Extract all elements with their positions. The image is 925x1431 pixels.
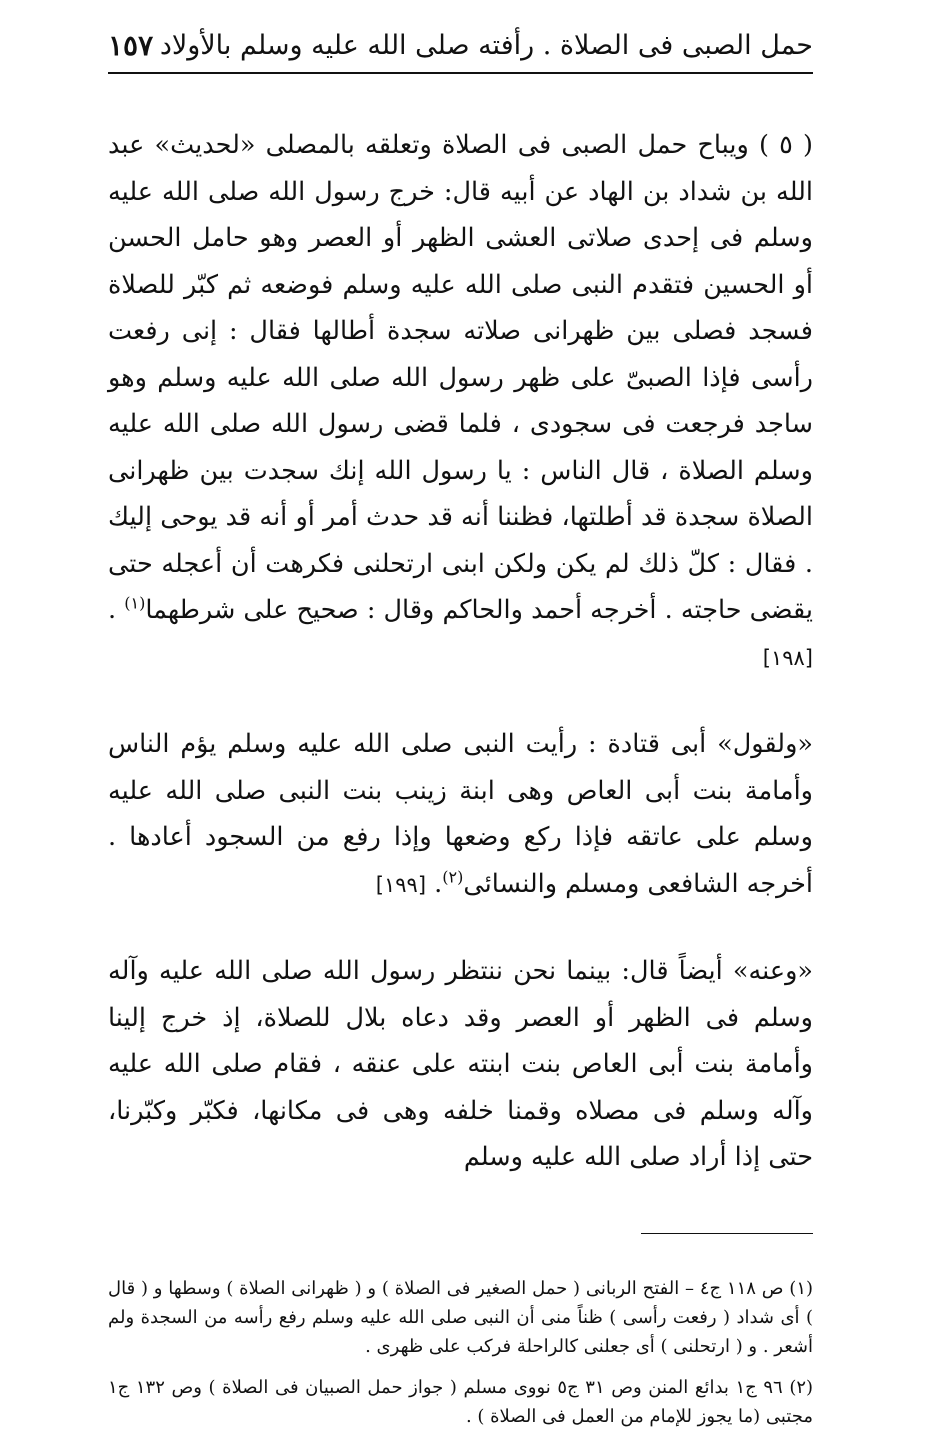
hadith-number: [١٩٩] [375,872,427,897]
footnotes [108,1274,813,1431]
paragraph-1 [108,122,813,681]
footnote-marker: (١) [124,593,146,613]
paragraph-text: ( ٥ ) ويباح حمل الصبى فى الصلاة وتعلقه بالمصلى «لحديث» عبد الله بن شداد بن الهاد عن أبيه قال: خرج رسول الله صلى الله عليه وسلم فى إحدى صلاتى العشى الظهر أو العصر وهو حامل الحسن أو الحسين فتقدم النبى صلى الله عليه وسلم فوضعه ثم كبّر للصلاة فسجد فصلى بين ظهرانى صلاته سجدة أطالها فقال : إنى رفعت رأسى فإذا الصبىّ على ظهر رسول الله صلى الله عليه وسلم وهو ساجد فرجعت فى سجودى ، فلما قضى رسول الله صلى الله عليه وسلم الصلاة ، قال الناس : يا رسول الله إنك سجدت بين ظهرانى الصلاة سجدة قد أطلتها، فظننا أنه قد حدث أمر أو أنه قد يوحى إليك . فقال : كلّ ذلك لم يكن ولكن ابنى ارتحلنى فكرهت أن أعجله حتى يقضى حاجته . أخرجه أحمد والحاكم وقال : صحيح على شرطهما [108,130,813,625]
paragraph-tail: . [108,595,125,625]
paragraph-tail: . [426,868,443,899]
paragraph-text: «ولقول» أبى قتادة : رأيت النبى صلى الله عليه وسلم يؤم الناس وأمامة بنت أبى العاص وهى ابنة زينب بنت النبى صلى الله عليه وسلم على عاتقه فإذا ركع وضعها وإذا رفع من السجود أعادها . أخرجه الشافعى ومسلم والنسائى [108,729,813,899]
paragraph-text: «وعنه» أيضاً قال: بينما نحن ننتظر رسول الله صلى الله عليه وآله وسلم فى الظهر أو العصر وقد دعاه بلال للصلاة، إذ خرج إلينا وأمامة بنت أبى العاص بنت ابنته على عنقه ، فقام صلى الله عليه وآله وسلم فى مصلاه وقمنا خلفه وهى فى مكانها، فكبّر وكبّرنا، حتى إذا أراد صلى الله عليه وسلم [108,956,813,1172]
paragraph-2 [108,721,813,908]
footnote-1: (١) ص ١١٨ ج٤ – الفتح الربانى ( حمل الصغير فى الصلاة ) و ( ظهرانى الصلاة ) وسطها و ( قال ) أى شداد ( رفعت رأسى ) ظناً منى أن النبى صلى الله عليه وسلم رفع رأسه من السجدة ولم أشعر . و ( ارتحلنى ) أى جعلنى كالراحلة فركب على ظهرى . [108,1277,814,1357]
footnote-2: (٢) ٩٦ ج١ بدائع المنن وص ٣١ ج٥ نووى مسلم ( جواز حمل الصبيان فى الصلاة ) وص ١٣٢ ج١ مجتبى (ما يجوز للإمام من العمل فى الصلاة ) . [108,1376,814,1427]
paragraph-3 [108,948,813,1181]
footnote-separator [641,1233,813,1234]
hadith-number: [١٩٨] [762,645,813,670]
main-text [108,122,813,1181]
running-header [108,18,813,74]
footnote-marker: (٢) [442,867,464,886]
header-title: حمل الصبى فى الصلاة . رأفته صلى الله عليه وسلم بالأولاد [159,29,813,61]
page-number: ١٥٧ [108,28,154,62]
